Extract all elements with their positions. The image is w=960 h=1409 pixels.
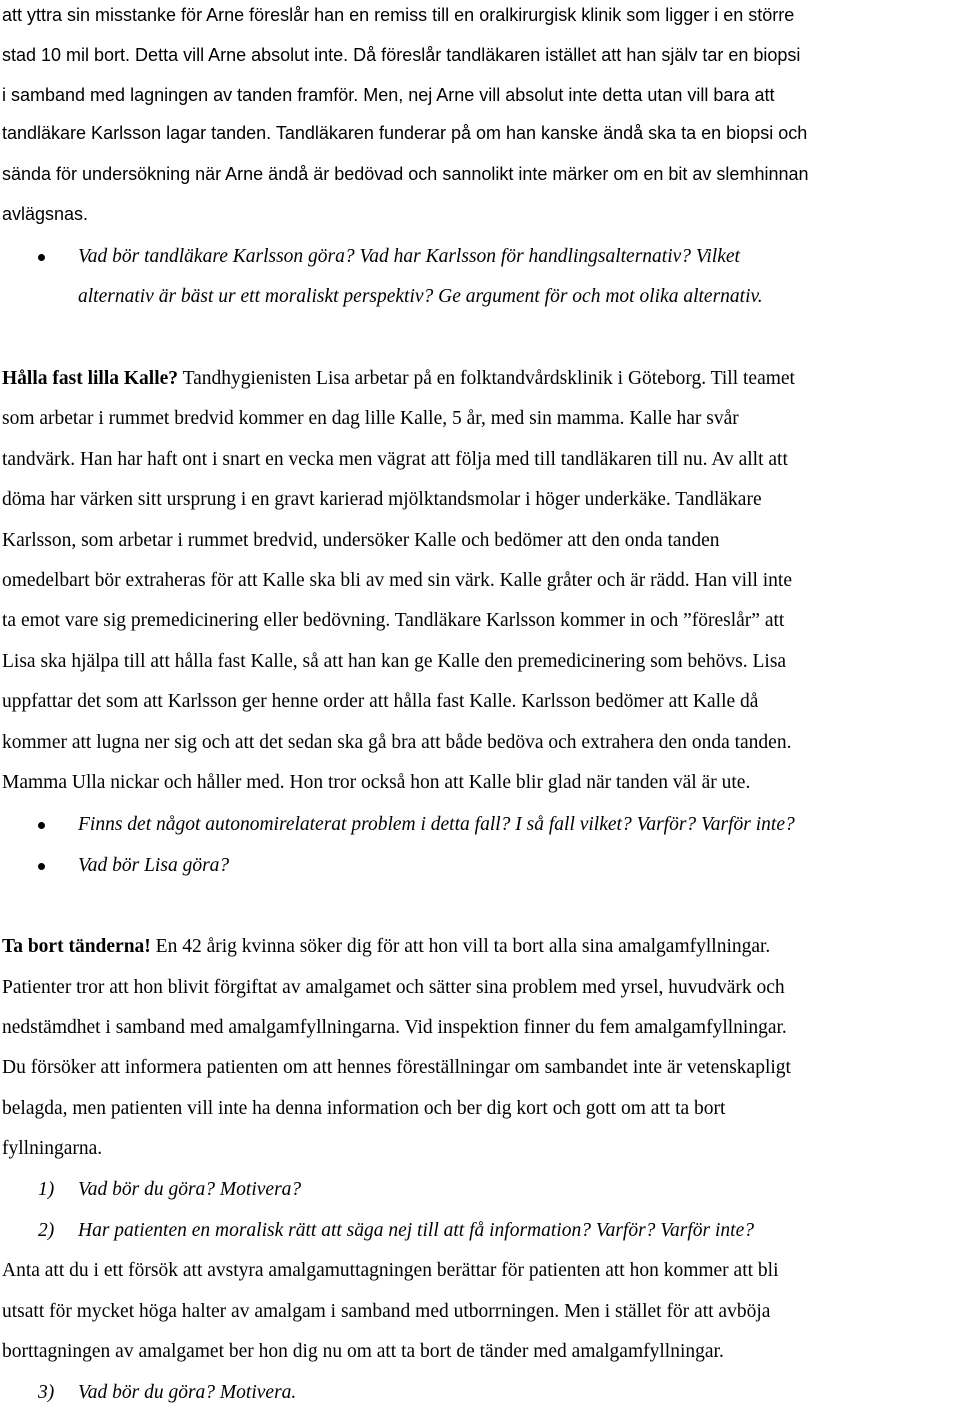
paragraph-line: Du försöker att informera patienten om att hennes föreställningar om sambandet inte är vetenskapligt xyxy=(2,1057,791,1078)
question-line: Vad bör Lisa göra? xyxy=(78,855,230,876)
paragraph-line: att yttra sin misstanke för Arne föreslår han en remiss till en oralkirurgisk klinik som ligger i en större xyxy=(2,5,795,25)
paragraph-line: stad 10 mil bort. Detta vill Arne absolut inte. Då föreslår tandläkaren istället att han själv tar en biopsi xyxy=(2,45,801,65)
paragraph-line: döma har värken sitt ursprung i en gravt karierad mjölktandsmolar i höger underkäke. Tandläkare xyxy=(2,489,762,510)
paragraph-line: Lisa ska hjälpa till att hålla fast Kalle, så att han kan ge Kalle den premedicinering som behövs. Lisa xyxy=(2,651,787,672)
paragraph-line: kommer att lugna ner sig och att det sedan ska gå bra att både bedöva och extrahera den onda tanden. xyxy=(2,732,792,753)
sentence: En 42 årig kvinna söker dig för att hon vill ta bort alla sina amalgamfyllningar. xyxy=(150,936,771,957)
paragraph-line: i samband med lagningen av tanden framför. Men, nej Arne vill absolut inte detta utan vill bara att xyxy=(2,85,775,105)
paragraph-line: uppfattar det som att Karlsson ger henne order att hålla fast Kalle. Karlsson bedömer att Kalle då xyxy=(2,691,759,712)
paragraph-line: Anta att du i ett försök att avstyra amalgamuttagningen berättar för patienten att hon kommer att bli xyxy=(2,1260,779,1281)
list-number: 1) xyxy=(38,1179,55,1200)
list-number: 3) xyxy=(38,1382,55,1403)
paragraph-line: Mamma Ulla nickar och håller med. Hon tror också hon att Kalle blir glad när tanden väl är ute. xyxy=(2,772,751,793)
paragraph-line: utsatt för mycket höga halter av amalgam i samband med utborrningen. Men i stället för att avböja xyxy=(2,1301,771,1322)
paragraph-line: tandvärk. Han har haft ont i snart en vecka men vägrat att följa med till tandläkaren till nu. Av allt att xyxy=(2,449,788,470)
paragraph-line: sända för undersökning när Arne ändå är bedövad och sannolikt inte märker om en bit av slemhinnan xyxy=(2,164,809,184)
question-line: alternativ är bäst ur ett moraliskt perspektiv? Ge argument för och mot olika alternativ. xyxy=(78,286,763,307)
question-line: Vad bör tandläkare Karlsson göra? Vad har Karlsson för handlingsalternativ? Vilket xyxy=(78,246,740,267)
bullet-icon xyxy=(38,254,45,261)
question-line: Vad bör du göra? Motivera? xyxy=(78,1179,302,1200)
sentence: Tandhygienisten Lisa arbetar på en folktandvårdsklinik i Göteborg. Till teamet xyxy=(178,368,795,389)
paragraph-line: borttagningen av amalgamet ber hon dig nu om att ta bort de tänder med amalgamfyllningar. xyxy=(2,1341,724,1362)
bullet-icon xyxy=(38,822,45,829)
paragraph-line: nedstämdhet i samband med amalgamfyllningarna. Vid inspektion finner du fem amalgamfyllningar. xyxy=(2,1017,787,1038)
paragraph-line: omedelbart bör extraheras för att Kalle ska bli av med sin värk. Kalle gråter och är rädd. Han vill inte xyxy=(2,570,792,591)
paragraph-line: Karlsson, som arbetar i rummet bredvid, undersöker Kalle och bedömer att den onda tanden xyxy=(2,530,720,551)
paragraph-line xyxy=(2,120,807,146)
question-line: Har patienten en moralisk rätt att säga nej till att få information? Varför? Varför inte? xyxy=(78,1220,755,1241)
section-heading: Ta bort tänderna! xyxy=(2,936,151,957)
section-first-line xyxy=(2,934,770,960)
list-number: 2) xyxy=(38,1220,55,1241)
paragraph-line: Patienter tror att hon blivit förgiftat av amalgamet och sätter sina problem med yrsel, huvudvärk och xyxy=(2,977,785,998)
paragraph-line: ta emot vare sig premedicinering eller bedövning. Tandläkare Karlsson kommer in och ”föreslår” att xyxy=(2,610,785,631)
question-line: Vad bör du göra? Motivera. xyxy=(78,1382,297,1403)
paragraph-line: belagda, men patienten vill inte ha denna information och ber dig kort och gott om att ta bort xyxy=(2,1098,726,1119)
section-first-line xyxy=(2,366,795,392)
question-line: Finns det något autonomirelaterat problem i detta fall? I så fall vilket? Varför? Varför inte? xyxy=(78,814,795,835)
section-heading: Hålla fast lilla Kalle? xyxy=(2,368,179,389)
sentence: tandläkare Karlsson lagar tanden. xyxy=(2,123,272,143)
paragraph-line: avlägsnas. xyxy=(2,204,89,224)
paragraph-line: fyllningarna. xyxy=(2,1138,103,1159)
paragraph-line: som arbetar i rummet bredvid kommer en dag lille Kalle, 5 år, med sin mamma. Kalle har svår xyxy=(2,408,739,429)
bullet-icon xyxy=(38,863,45,870)
sentence: Tandläkaren funderar på om han kanske ändå ska ta en biopsi och xyxy=(275,123,808,143)
